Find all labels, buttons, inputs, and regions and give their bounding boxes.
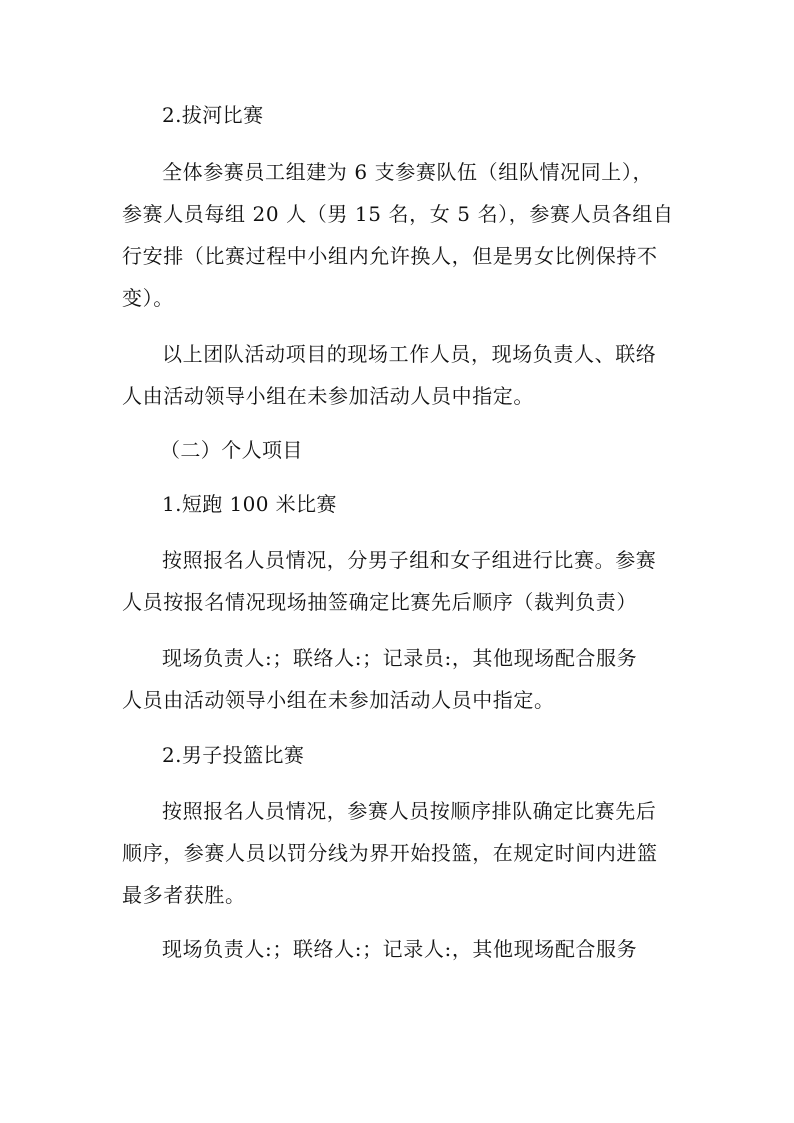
paragraph-line: 顺序，参赛人员以罚分线为界开始投篮，在规定时间内进篮 [122,841,658,865]
paragraph-line: 现场负责人:；联络人:；记录员:，其他现场配合服务 [162,646,638,670]
paragraph-line: 行安排（比赛过程中小组内允许换人，但是男女比例保持不 [122,244,658,268]
paragraph-line: 人员由活动领导小组在未参加活动人员中指定。 [122,688,555,712]
paragraph-line: 现场负责人:；联络人:；记录人:，其他现场配合服务 [162,937,638,961]
heading-basketball: 2.男子投篮比赛 [162,743,305,767]
paragraph-line: 人由活动领导小组在未参加活动人员中指定。 [122,384,534,408]
section-heading-individual: （二）个人项目 [160,438,303,462]
heading-sprint: 1.短跑 100 米比赛 [162,492,337,516]
paragraph-line: 变）。 [122,286,174,310]
paragraph-line: 参赛人员每组 20 人（男 15 名，女 5 名），参赛人员各组自 [122,202,674,226]
heading-tug-of-war: 2.拔河比赛 [162,103,264,127]
paragraph-line: 按照报名人员情况，分男子组和女子组进行比赛。参赛 [162,548,657,572]
paragraph-line: 全体参赛员工组建为 6 支参赛队伍（组队情况同上）， [162,160,654,184]
paragraph-line: 最多者获胜。 [122,883,246,907]
paragraph-line: 人员按报名情况现场抽签确定比赛先后顺序（裁判负责） [122,590,637,614]
paragraph-line: 按照报名人员情况，参赛人员按顺序排队确定比赛先后 [162,799,657,823]
paragraph-line: 以上团队活动项目的现场工作人员，现场负责人、联络 [162,342,657,366]
